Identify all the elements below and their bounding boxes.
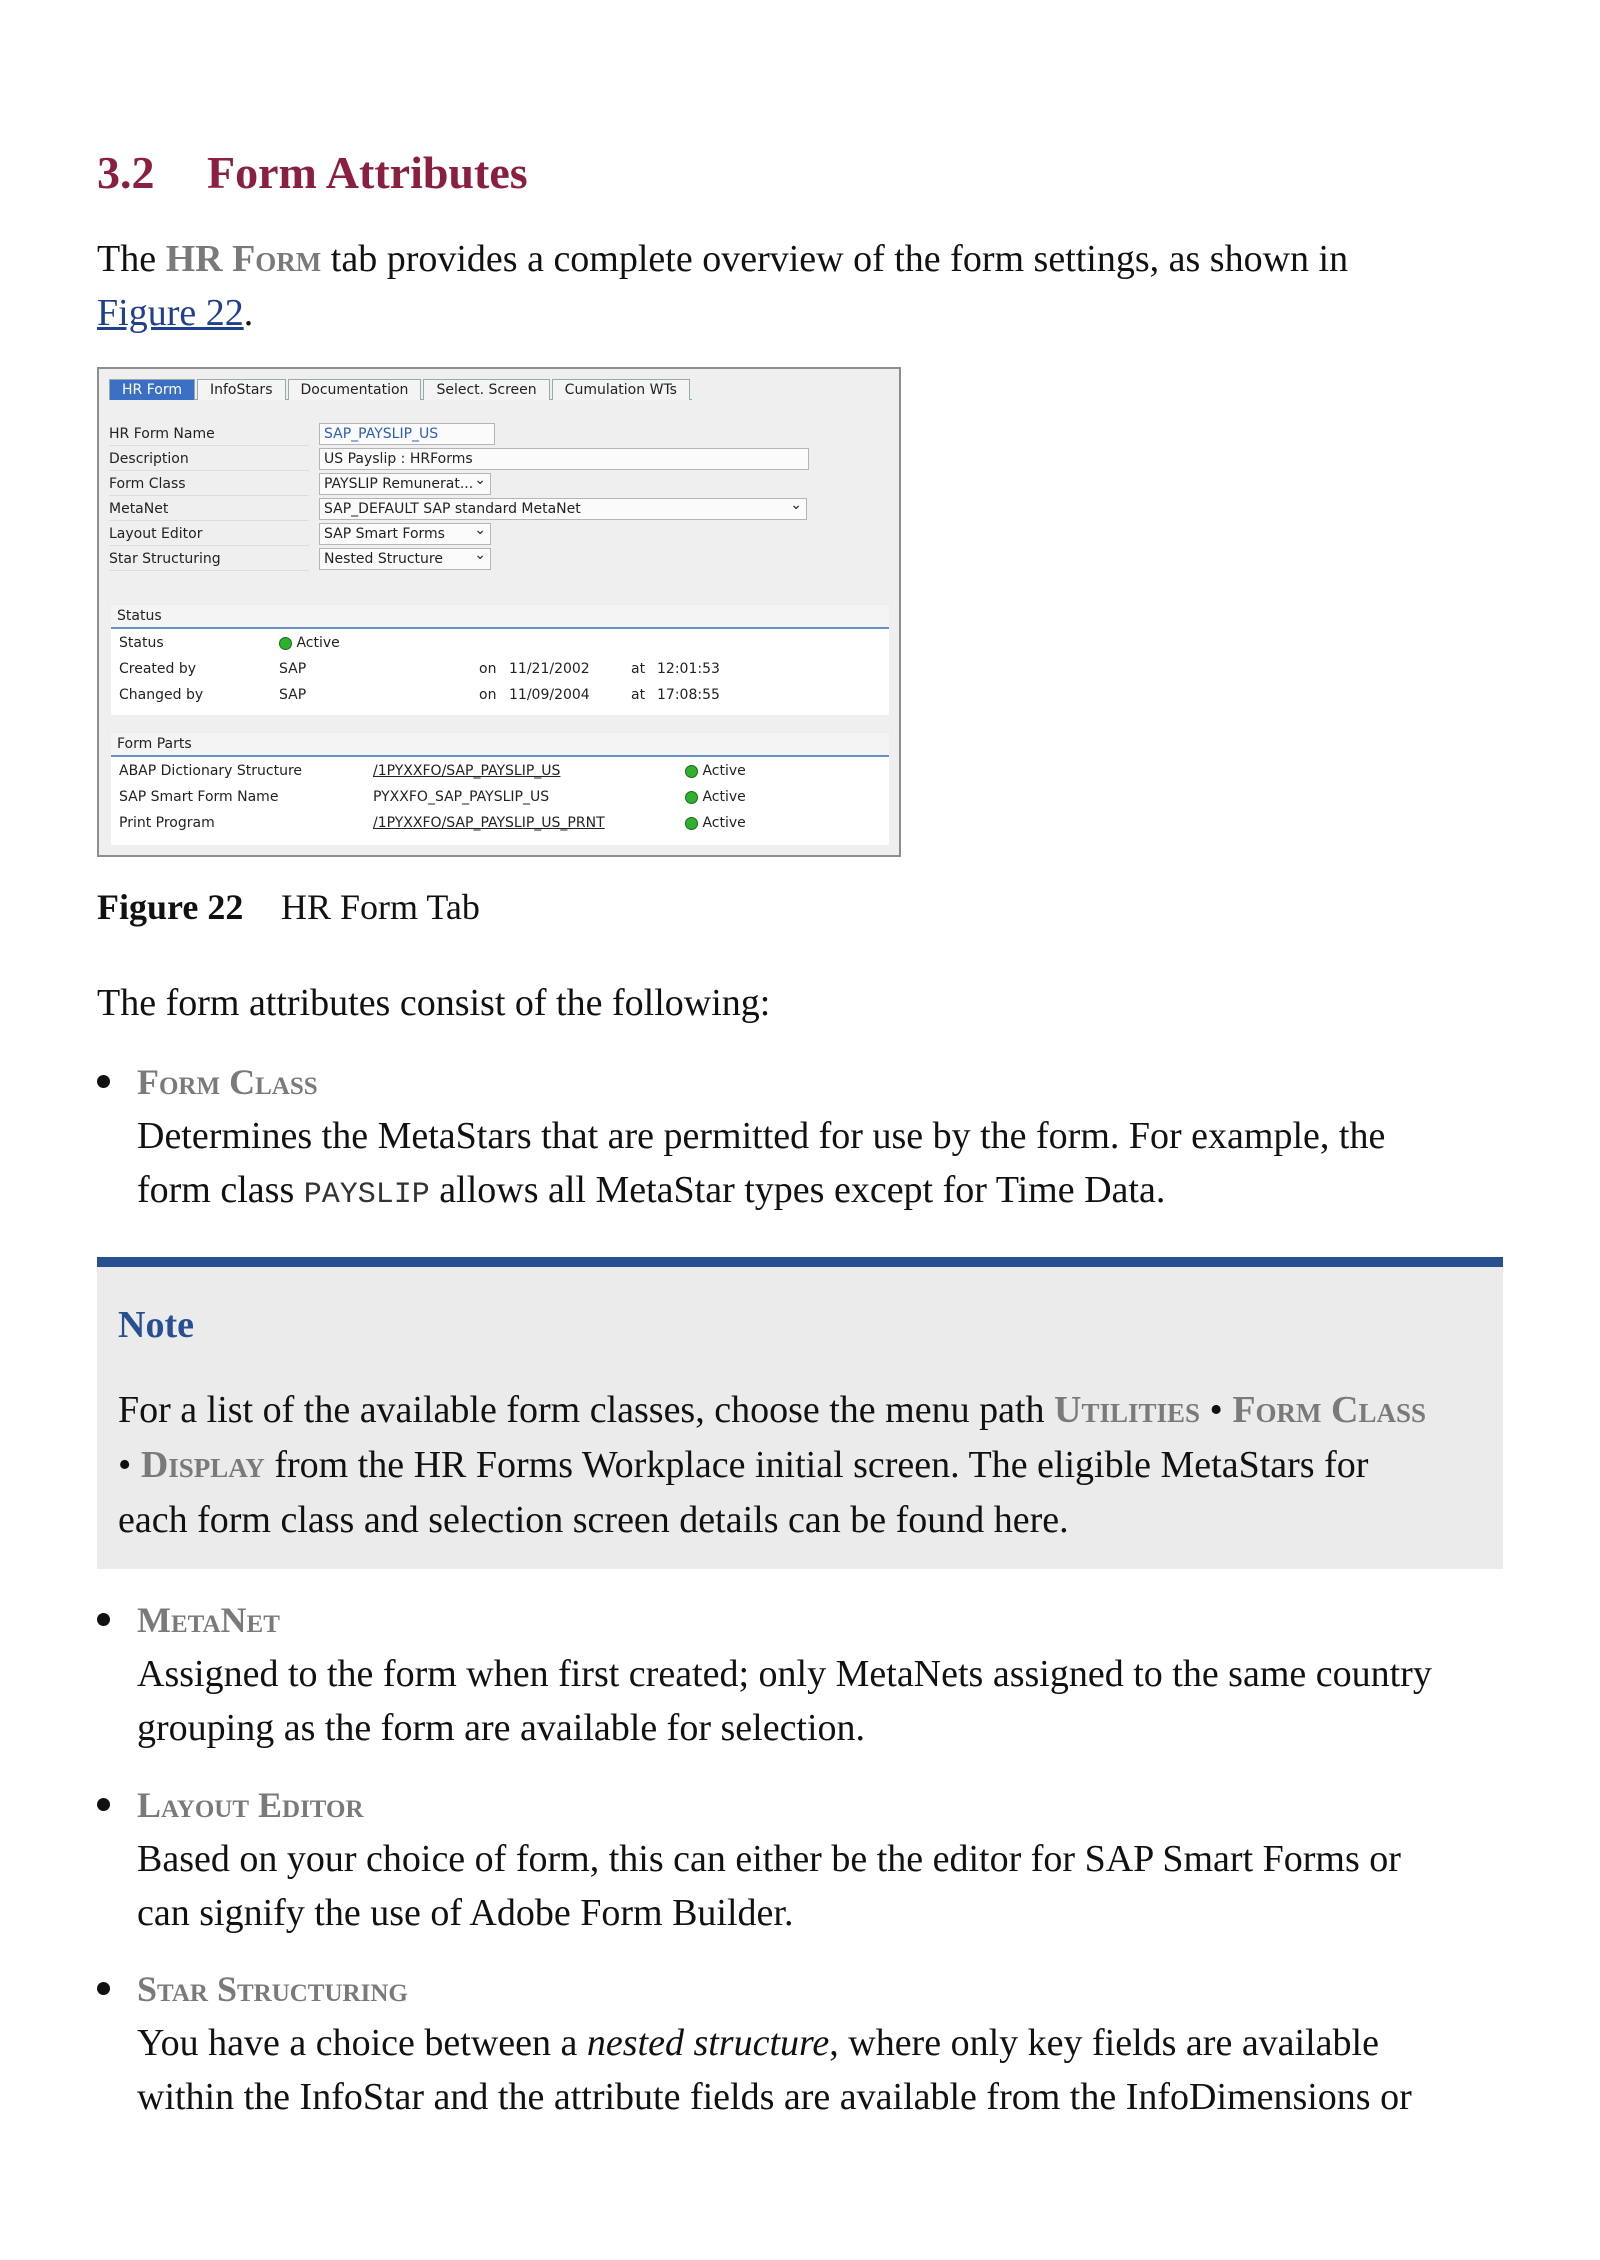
intro-text-before: The [97, 238, 166, 280]
created-at-value: 12:01:53 [657, 661, 720, 677]
status-group [111, 605, 889, 715]
created-by-value: SAP [279, 661, 307, 677]
bullet-icon [97, 1613, 110, 1626]
field-label: Description [109, 448, 309, 471]
created-on-value: 11/21/2002 [509, 661, 590, 677]
intro-term: HR Form [165, 238, 322, 280]
form-part-row [119, 785, 879, 809]
changed-at-value: 17:08:55 [657, 687, 720, 703]
note-text: from the HR Forms Workplace initial screen. The eligible MetaStars for [264, 1444, 1369, 1486]
form-parts-heading: Form Parts [111, 733, 889, 757]
menu-separator: • [118, 1444, 141, 1486]
form-part-row [119, 759, 879, 783]
form-parts-group [111, 733, 889, 845]
created-at-label: at [631, 661, 646, 677]
item-heading: Star Structuring [137, 1969, 408, 2009]
item-body [137, 1109, 1497, 1222]
active-status-icon [685, 765, 698, 778]
item-heading: Layout Editor [137, 1785, 364, 1825]
code-term: PAYSLIP [303, 1178, 430, 1212]
item-line: grouping as the form are available for selection. [137, 1707, 866, 1749]
bullet-icon [97, 1982, 110, 1995]
form-part-status-wrap [685, 785, 746, 809]
status-value: Active [296, 635, 340, 651]
menu-path-display: Display [140, 1444, 265, 1486]
changed-at-label: at [631, 687, 646, 703]
changed-on-label: on [479, 687, 497, 703]
figure-caption [97, 886, 480, 928]
layout-editor-select[interactable]: SAP Smart Forms ⌄ [319, 523, 491, 545]
intro-text-after: tab provides a complete overview of the form settings, as shown in [321, 238, 1349, 280]
changed-label: Changed by [119, 687, 204, 703]
field-label: Layout Editor [109, 523, 309, 546]
status-group-heading: Status [111, 605, 889, 629]
description-field[interactable]: US Payslip : HRForms [319, 448, 809, 470]
item-body [137, 1647, 1497, 1755]
tab-infostars[interactable]: InfoStars [197, 379, 286, 400]
intro-paragraph [97, 232, 1348, 340]
menu-path-utilities: Utilities [1054, 1389, 1201, 1431]
note-body [118, 1383, 1488, 1548]
figure-caption-text: HR Form Tab [281, 887, 480, 927]
item-line: allows all MetaStar types except for Time Data. [429, 1169, 1166, 1211]
smart-form-name-value: PYXXFO_SAP_PAYSLIP_US [373, 789, 550, 805]
created-row [119, 657, 879, 681]
bullet-icon [97, 1798, 110, 1811]
item-line: Assigned to the form when first created; only MetaNets assigned to the same country [137, 1653, 1432, 1695]
field-label: Form Class [109, 473, 309, 496]
item-line: You have a choice between a [137, 2022, 587, 2064]
note-text: For a list of the available form classes, choose the menu path [118, 1389, 1055, 1431]
tab-strip [109, 379, 692, 400]
item-line: Determines the MetaStars that are permitted for use by the form. For example, the [137, 1115, 1386, 1157]
status-value-wrap [279, 631, 340, 655]
tab-select-screen[interactable]: Select. Screen [423, 379, 549, 400]
active-status-icon [685, 791, 698, 804]
bullet-icon [97, 1075, 110, 1088]
item-line: , where only key fields are available [829, 2022, 1379, 2064]
created-on-label: on [479, 661, 497, 677]
star-structuring-select[interactable]: Nested Structure ⌄ [319, 548, 491, 570]
item-line: can signify the use of Adobe Form Builder. [137, 1892, 794, 1934]
tab-hr-form[interactable]: HR Form [109, 379, 195, 400]
item-body [137, 2016, 1497, 2124]
print-program-link[interactable]: /1PYXXFO/SAP_PAYSLIP_US_PRNT [373, 815, 605, 831]
changed-on-value: 11/09/2004 [509, 687, 590, 703]
form-part-status: Active [702, 789, 746, 805]
status-row [119, 631, 340, 655]
field-label: MetaNet [109, 498, 309, 521]
field-label: HR Form Name [109, 423, 309, 446]
item-line: form class [137, 1169, 304, 1211]
tab-documentation[interactable]: Documentation [288, 379, 422, 400]
hr-form-name-field[interactable]: SAP_PAYSLIP_US [319, 423, 495, 445]
created-label: Created by [119, 661, 197, 677]
changed-by-value: SAP [279, 687, 307, 703]
form-part-status: Active [702, 815, 746, 831]
changed-row [119, 683, 879, 707]
item-heading: MetaNet [137, 1600, 280, 1640]
section-title-text: Form Attributes [207, 147, 528, 198]
form-part-row [119, 811, 879, 835]
form-part-label: Print Program [119, 815, 215, 831]
figure-caption-label: Figure 22 [97, 887, 244, 927]
menu-separator: • [1200, 1389, 1233, 1431]
intro-end: . [243, 292, 254, 334]
form-part-status-wrap [685, 759, 746, 783]
form-part-status-wrap [685, 811, 746, 835]
form-part-label: ABAP Dictionary Structure [119, 763, 303, 779]
item-line: within the InfoStar and the attribute fields are available from the InfoDimensions or [137, 2076, 1412, 2118]
emphasis-term: nested structure [586, 2022, 830, 2064]
menu-path-form-class: Form Class [1232, 1389, 1427, 1431]
status-label: Status [119, 635, 164, 651]
form-part-label: SAP Smart Form Name [119, 789, 279, 805]
tab-cumulation-wts[interactable]: Cumulation WTs [552, 379, 690, 400]
active-status-icon [279, 637, 292, 650]
note-text: each form class and selection screen details can be found here. [118, 1499, 1069, 1541]
note-box [97, 1257, 1503, 1569]
section-number: 3.2 [97, 147, 155, 198]
item-heading: Form Class [137, 1062, 318, 1102]
figure-link[interactable]: Figure 22 [97, 292, 244, 334]
hr-form-screenshot [97, 367, 901, 857]
section-heading [97, 146, 528, 199]
list-intro: The form attributes consist of the following: [97, 982, 771, 1024]
abap-structure-link[interactable]: /1PYXXFO/SAP_PAYSLIP_US [373, 763, 561, 779]
note-title: Note [118, 1304, 194, 1346]
active-status-icon [685, 817, 698, 830]
form-class-select[interactable]: PAYSLIP Remunerat... ⌄ [319, 473, 491, 495]
item-body [137, 1832, 1497, 1940]
form-part-status: Active [702, 763, 746, 779]
item-line: Based on your choice of form, this can either be the editor for SAP Smart Forms or [137, 1838, 1401, 1880]
field-label: Star Structuring [109, 548, 309, 571]
metanet-select[interactable]: SAP_DEFAULT SAP standard MetaNet ⌄ [319, 498, 807, 520]
